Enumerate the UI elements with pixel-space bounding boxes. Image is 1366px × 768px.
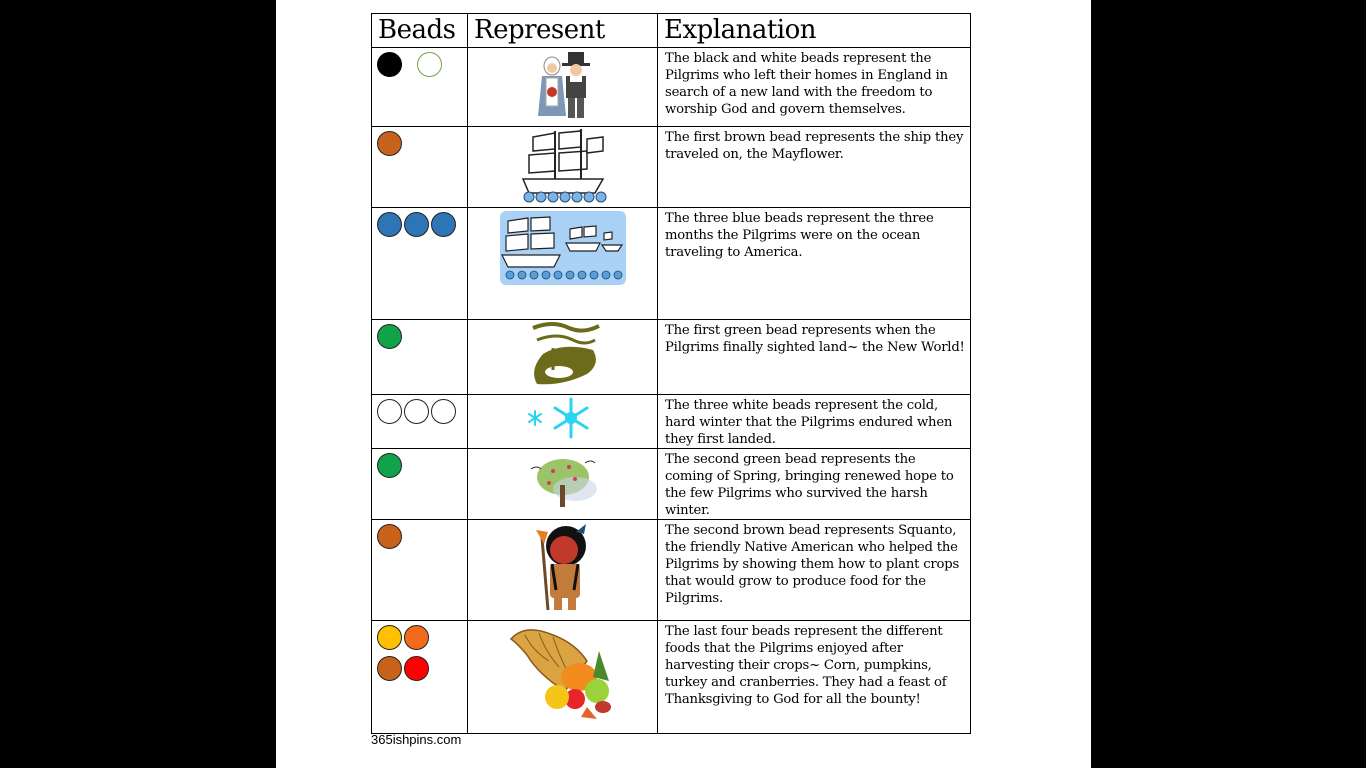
document-page bbox=[276, 0, 1091, 768]
beads-cell bbox=[372, 320, 468, 395]
explanation-cell: The three white beads represent the cold, hard winter that the Pilgrims endured when they first landed. bbox=[658, 395, 971, 449]
pilgrims-couple-icon bbox=[528, 48, 598, 124]
bead-group bbox=[377, 524, 467, 549]
bead-group bbox=[377, 625, 467, 650]
bead-group bbox=[377, 212, 467, 237]
snowflake-icon bbox=[525, 395, 601, 441]
explanation-cell: The black and white beads represent the Pilgrims who left their homes in England in search of a new land with the freedom to worship God and govern themselves. bbox=[658, 48, 971, 127]
beads-cell bbox=[372, 395, 468, 449]
represent-cell bbox=[468, 395, 658, 449]
bead bbox=[377, 52, 402, 77]
explanation-cell: The second brown bead represents Squanto, the friendly Native American who helped the Pilgrims by showing them how to plant crops that would grow to produce food for the Pilgrims. bbox=[658, 520, 971, 621]
represent-cell bbox=[468, 208, 658, 320]
table-row bbox=[372, 395, 971, 449]
bead bbox=[377, 212, 402, 237]
land-anchor-icon bbox=[523, 320, 603, 392]
represent-cell bbox=[468, 127, 658, 208]
bead-group bbox=[377, 399, 467, 424]
table-row bbox=[372, 320, 971, 395]
represent-cell bbox=[468, 449, 658, 520]
bead bbox=[431, 212, 456, 237]
beads-cell bbox=[372, 520, 468, 621]
explanation-cell: The first green bead represents when the Pilgrims finally sighted land~ the New World! bbox=[658, 320, 971, 395]
represent-cell bbox=[468, 520, 658, 621]
bead bbox=[377, 625, 402, 650]
table-row bbox=[372, 48, 971, 127]
header-explanation: Explanation bbox=[658, 14, 971, 48]
bead-group bbox=[377, 52, 467, 77]
beads-cell bbox=[372, 621, 468, 734]
beads-cell bbox=[372, 208, 468, 320]
bead bbox=[404, 212, 429, 237]
source-credit: 365ishpins.com bbox=[371, 732, 462, 747]
explanation-cell: The last four beads represent the different foods that the Pilgrims enjoyed after harvesting their crops~ Corn, pumpkins, turkey and cranberries. They had a feast of Thanksgiving to God for all the bounty! bbox=[658, 621, 971, 734]
squanto-native-american-icon bbox=[528, 520, 598, 616]
table-header-row bbox=[372, 14, 971, 48]
explanation-cell: The second green bead represents the coming of Spring, bringing renewed hope to the few Pilgrims who survived the harsh winter. bbox=[658, 449, 971, 520]
beads-cell bbox=[372, 449, 468, 520]
bead bbox=[404, 399, 429, 424]
represent-cell bbox=[468, 621, 658, 734]
bead bbox=[377, 656, 402, 681]
bead-group bbox=[377, 453, 467, 478]
bead bbox=[431, 399, 456, 424]
beads-cell bbox=[372, 127, 468, 208]
table-row bbox=[372, 208, 971, 320]
bead bbox=[377, 324, 402, 349]
cornucopia-icon bbox=[505, 621, 621, 725]
bead bbox=[404, 656, 429, 681]
ships-on-ocean-icon bbox=[498, 209, 628, 289]
spring-tree-icon bbox=[523, 455, 603, 511]
header-represent: Represent bbox=[468, 14, 658, 48]
beads-table bbox=[371, 13, 971, 734]
beads-cell bbox=[372, 48, 468, 127]
bead bbox=[377, 524, 402, 549]
bead-group bbox=[377, 324, 467, 349]
bead-group bbox=[377, 131, 467, 156]
header-beads: Beads bbox=[372, 14, 468, 48]
bead bbox=[404, 625, 429, 650]
table-row bbox=[372, 621, 971, 734]
represent-cell bbox=[468, 48, 658, 127]
table-row bbox=[372, 520, 971, 621]
bead-group bbox=[377, 656, 467, 681]
explanation-cell: The first brown bead represents the ship they traveled on, the Mayflower. bbox=[658, 127, 971, 208]
represent-cell bbox=[468, 320, 658, 395]
bead bbox=[377, 453, 402, 478]
bead bbox=[377, 399, 402, 424]
explanation-cell: The three blue beads represent the three months the Pilgrims were on the ocean traveling to America. bbox=[658, 208, 971, 320]
table-row bbox=[372, 449, 971, 520]
table-row bbox=[372, 127, 971, 208]
mayflower-ship-icon bbox=[515, 127, 611, 205]
bead bbox=[377, 131, 402, 156]
bead bbox=[417, 52, 442, 77]
